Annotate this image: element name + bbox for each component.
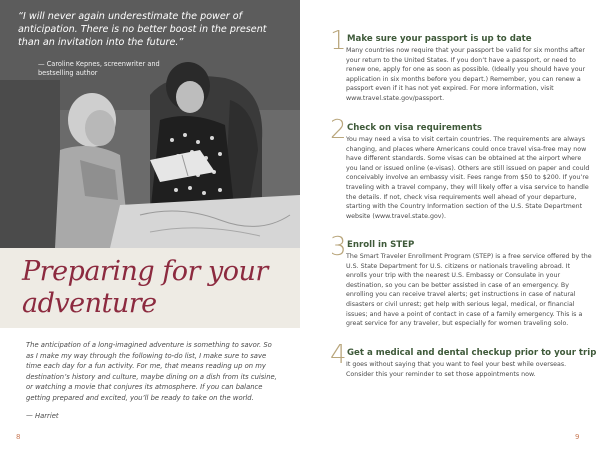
quote-attribution: — Caroline Kepnes, screenwriter and bestselling author (38, 60, 160, 77)
step-body (330, 252, 592, 329)
vintage-photo (0, 0, 300, 248)
step-body-text: Many countries now require that your passport be valid for six months after your return to the United States. If you don’t have a passport, or need to renew one, apply for one as soon as possible. (Ideally you should have your application in six months before you depart.) Remember, you can renew a passport even if it has not yet expired. For more information, visit www.travel.state.gov/passport. (346, 47, 586, 102)
step-heading: Check on visa requirements (347, 123, 482, 133)
step-heading: Make sure your passport is up to date (347, 34, 532, 44)
step-number: 3 (330, 232, 347, 262)
quote-text: “I will never again underestimate the power of anticipation. There is no better boost in the present than an invitation into the future.” (18, 11, 267, 48)
page-number-left: 8 (16, 433, 21, 441)
step-body (330, 135, 592, 221)
step-number: 2 (330, 115, 347, 145)
step-heading: Enroll in STEP (347, 240, 415, 250)
page-number-right: 9 (575, 433, 580, 441)
step-heading: Get a medical and dental checkup prior to your trip (347, 348, 597, 358)
step-body (330, 360, 592, 379)
step-body-text: You may need a visa to visit certain countries. The requirements are always changing, and places where Americans could once travel visa-free may now have different standards. Some visas can be obtained at the airport where you land or issued online (e-visas). Others are still issued on paper and could conceivably involve an embassy visit. Fees range from $50 to $200. If you’re traveling with a travel company, they will likely offer a visa service to handle the details. If not, check visa requirements well ahead of your departure, starting with the Country Information section of the U.S. State Department website (www.travel.state.gov). (346, 136, 590, 220)
step-body-text: The Smart Traveler Enrollment Program (STEP) is a free service offered by the U.S. State Department for U.S. citizens or nationals traveling abroad. It enrolls your trip with the nearest U.S. Embassy or Consulate in your destination, so you can be better assisted in case of an emergency. By enrolling you can receive travel alerts; get instructions in case of natural disasters or civil unrest; get help with serious legal, medical, or financial issues; and have a point of contact in case of a family emergency. This is a great service for any traveler, but especially for women traveling solo. (346, 253, 592, 328)
intro-signature: — Harriet (26, 412, 59, 420)
step-number: 1 (330, 26, 347, 56)
page-title: Preparing for your adventure (22, 256, 268, 319)
step-number: 4 (330, 340, 347, 370)
intro-paragraph: The anticipation of a long-imagined adventure is something to savor. So as I make my way through the following to-do list, I make sure to save time each day for a fun activity. For me, that means reading up on my destination’s history and culture, maybe dining on a dish from its cuisine, or watching a movie that conjures its atmosphere. If you can balance getting prepared and excited, you’ll be ready to take on the world. (26, 341, 277, 402)
step-body-text: It goes without saying that you want to feel your best while overseas. Consider this your reminder to set those appointments now. (346, 361, 567, 378)
step-body (330, 46, 592, 104)
